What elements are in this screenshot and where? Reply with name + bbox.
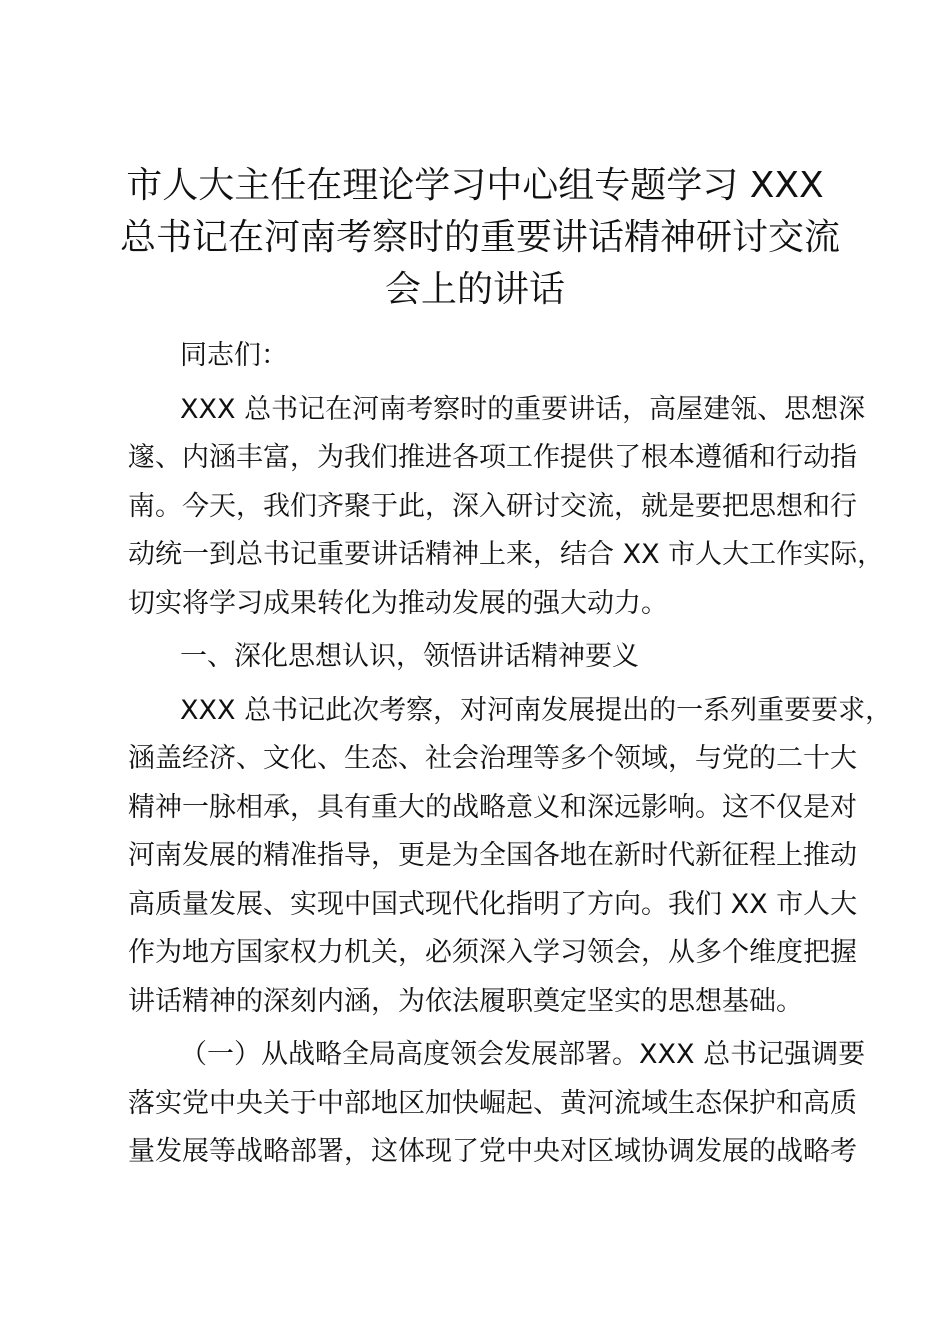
document-title: [120, 160, 841, 316]
text-line: 作为地方国家权力机关，必须深入学习领会，从多个维度把握: [128, 937, 857, 968]
text-line: XXX 总书记在河南考察时的重要讲话，高屋建瓴、思想深: [180, 393, 866, 425]
text-line: （一）从战略全局高度领会发展部署。XXX 总书记强调要: [180, 1039, 866, 1070]
text-line: 河南发展的精准指导，更是为全国各地在新时代新征程上推动: [128, 840, 857, 871]
text-line: 量发展等战略部署，这体现了党中央对区域协调发展的战略考: [128, 1136, 857, 1167]
text-line: 动统一到总书记重要讲话精神上来，结合 XX 市人大工作实际，: [128, 539, 885, 570]
intro-paragraph: [128, 386, 885, 629]
body-paragraph: [128, 687, 893, 1027]
text-line: 高质量发展、实现中国式现代化指明了方向。我们 XX 市人大: [128, 888, 858, 920]
text-line: 讲话精神的深刻内涵，为依法履职奠定坚实的思想基础。: [128, 985, 803, 1017]
text-line: 切实将学习成果转化为推动发展的强大动力。: [128, 587, 668, 619]
salutation: [128, 332, 856, 381]
section-heading-text: 一、深化思想认识，领悟讲话精神要义: [180, 641, 639, 672]
text-line: 邃、内涵丰富，为我们推进各项工作提供了根本遵循和行动指: [128, 442, 857, 473]
text-line: 南。今天，我们齐聚于此，深入研讨交流，就是要把思想和行: [128, 490, 857, 522]
title-line: 会上的讲话: [384, 269, 565, 310]
document-body: [128, 332, 893, 1177]
salutation-text: 同志们：: [180, 340, 288, 371]
subsection-paragraph: [128, 1031, 866, 1177]
section-heading: [128, 633, 856, 682]
title-line: 总书记在河南考察时的重要讲话精神研讨交流: [120, 217, 841, 258]
text-line: XXX 总书记此次考察，对河南发展提出的一系列重要要求，: [180, 694, 893, 726]
title-line: 市人大主任在理论学习中心组专题学习 XXX: [126, 165, 824, 206]
text-line: 涵盖经济、文化、生态、社会治理等多个领域，与党的二十大: [128, 743, 857, 774]
text-line: 落实党中央关于中部地区加快崛起、黄河流域生态保护和高质: [128, 1087, 857, 1119]
text-line: 精神一脉相承，具有重大的战略意义和深远影响。这不仅是对: [128, 791, 857, 823]
